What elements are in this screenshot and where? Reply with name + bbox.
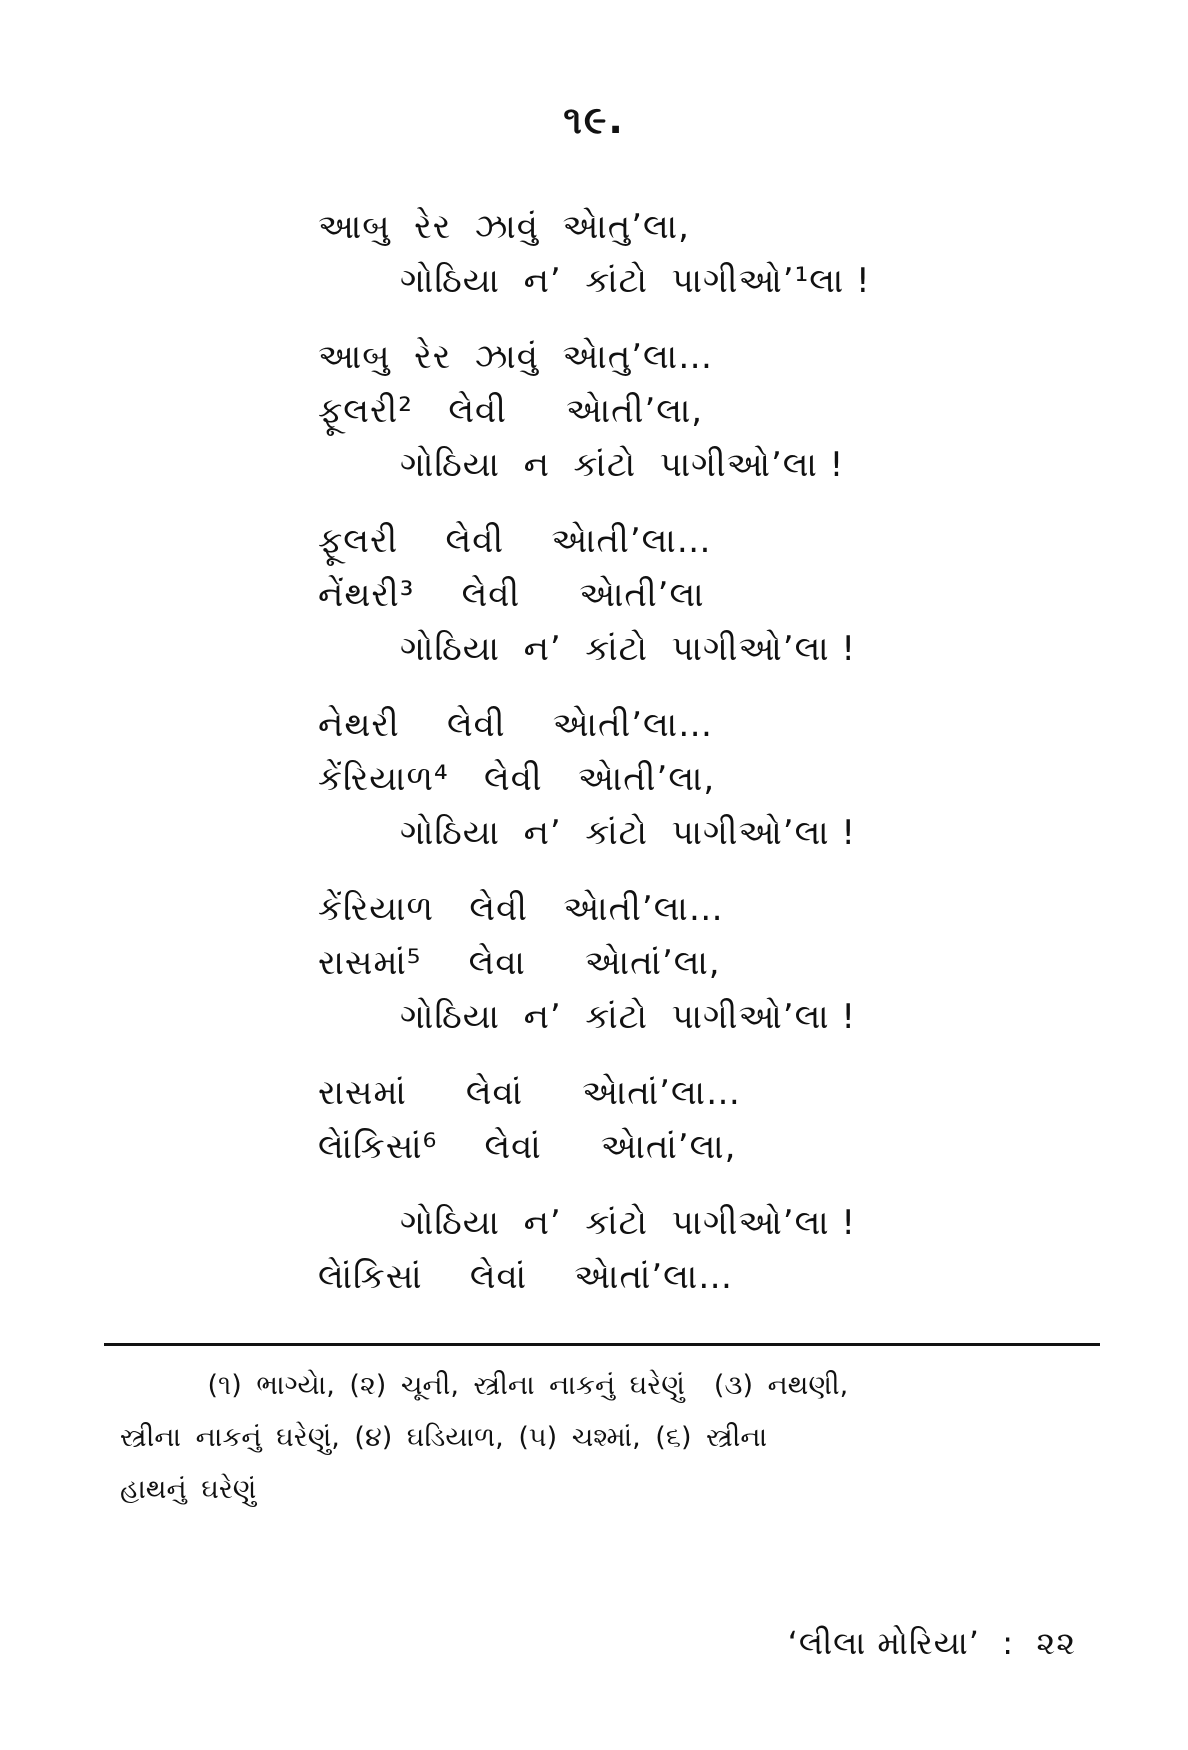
stanza [318, 330, 958, 492]
verse-line: કેંરિયાળ લેવી એાતી’લા… [318, 889, 724, 929]
stanza [318, 1066, 958, 1174]
verse-line: આબુ રેર ઝાવું એાતુ’લા, [318, 207, 690, 247]
verse-line: નેથરી લેવી એાતી’લા… [318, 705, 714, 745]
verse-line: ફૂલરી લેવી એાતી’લા… [318, 521, 712, 561]
refrain-line: ગોઠિયા ન’ કાંટો પાગીઓ’લા ! [400, 813, 857, 853]
stanza [318, 698, 958, 860]
stanza [318, 514, 958, 676]
footnotes [120, 1360, 1095, 1516]
footnote-line: હાથનું ઘરેણું [120, 1474, 257, 1505]
page-footer [788, 1624, 1076, 1663]
poem [318, 200, 958, 1326]
verse-line: લેાંકિસાં લેવાં એાતાં’લા… [318, 1257, 734, 1297]
verse-line: નેંથરી³ લેવી એાતી’લા [318, 575, 705, 615]
verse-line: રાસમાં⁵ લેવા એાતાં’લા, [318, 943, 721, 983]
refrain-line: ગોઠિયા ન’ કાંટો પાગીઓ’¹લા ! [400, 261, 871, 301]
stanza [318, 882, 958, 1044]
refrain-line: ગોઠિયા ન’ કાંટો પાગીઓ’લા ! [400, 629, 857, 669]
verse-line: ફૂલરી² લેવી એાતી’લા, [318, 391, 704, 431]
footer-source: ‘લીલા મોરિયા’ [787, 1624, 980, 1662]
verse-line: આબુ રેર ઝાવું એાતુ’લા… [318, 337, 714, 377]
verse-line: કેંરિયાળ⁴ લેવી એાતી’લા, [318, 759, 716, 799]
page-number: ૧૯. [563, 98, 625, 142]
footer-separator: : [1002, 1624, 1015, 1662]
footnote-line: (૧) ભાગ્યેા, (૨) ચૂની, સ્ત્રીના નાકનું ઘરેણું (૩) નથણી, [120, 1370, 849, 1401]
refrain-line: ગોઠિયા ન’ કાંટો પાગીઓ’લા ! [400, 997, 857, 1037]
refrain-line: ગોઠિયા ન’ કાંટો પાગીઓ’લા ! [400, 1203, 857, 1243]
footnote-line: સ્ત્રીના નાકનું ઘરેણું, (૪) ઘડિયાળ, (૫) ચશ્માં, (૬) સ્ત્રીના [120, 1422, 768, 1453]
footnote-divider [104, 1343, 1100, 1346]
verse-line: રાસમાં લેવાં એાતાં’લા… [318, 1073, 741, 1113]
stanza [318, 200, 958, 308]
stanza [318, 1196, 958, 1304]
footer-page-number: ૨૨ [1036, 1624, 1076, 1662]
refrain-line: ગોઠિયા ન કાંટો પાગીઓ’લા ! [400, 445, 845, 485]
verse-line: લેાંકિસાં⁶ લેવાં એાતાં’લા, [318, 1127, 737, 1167]
